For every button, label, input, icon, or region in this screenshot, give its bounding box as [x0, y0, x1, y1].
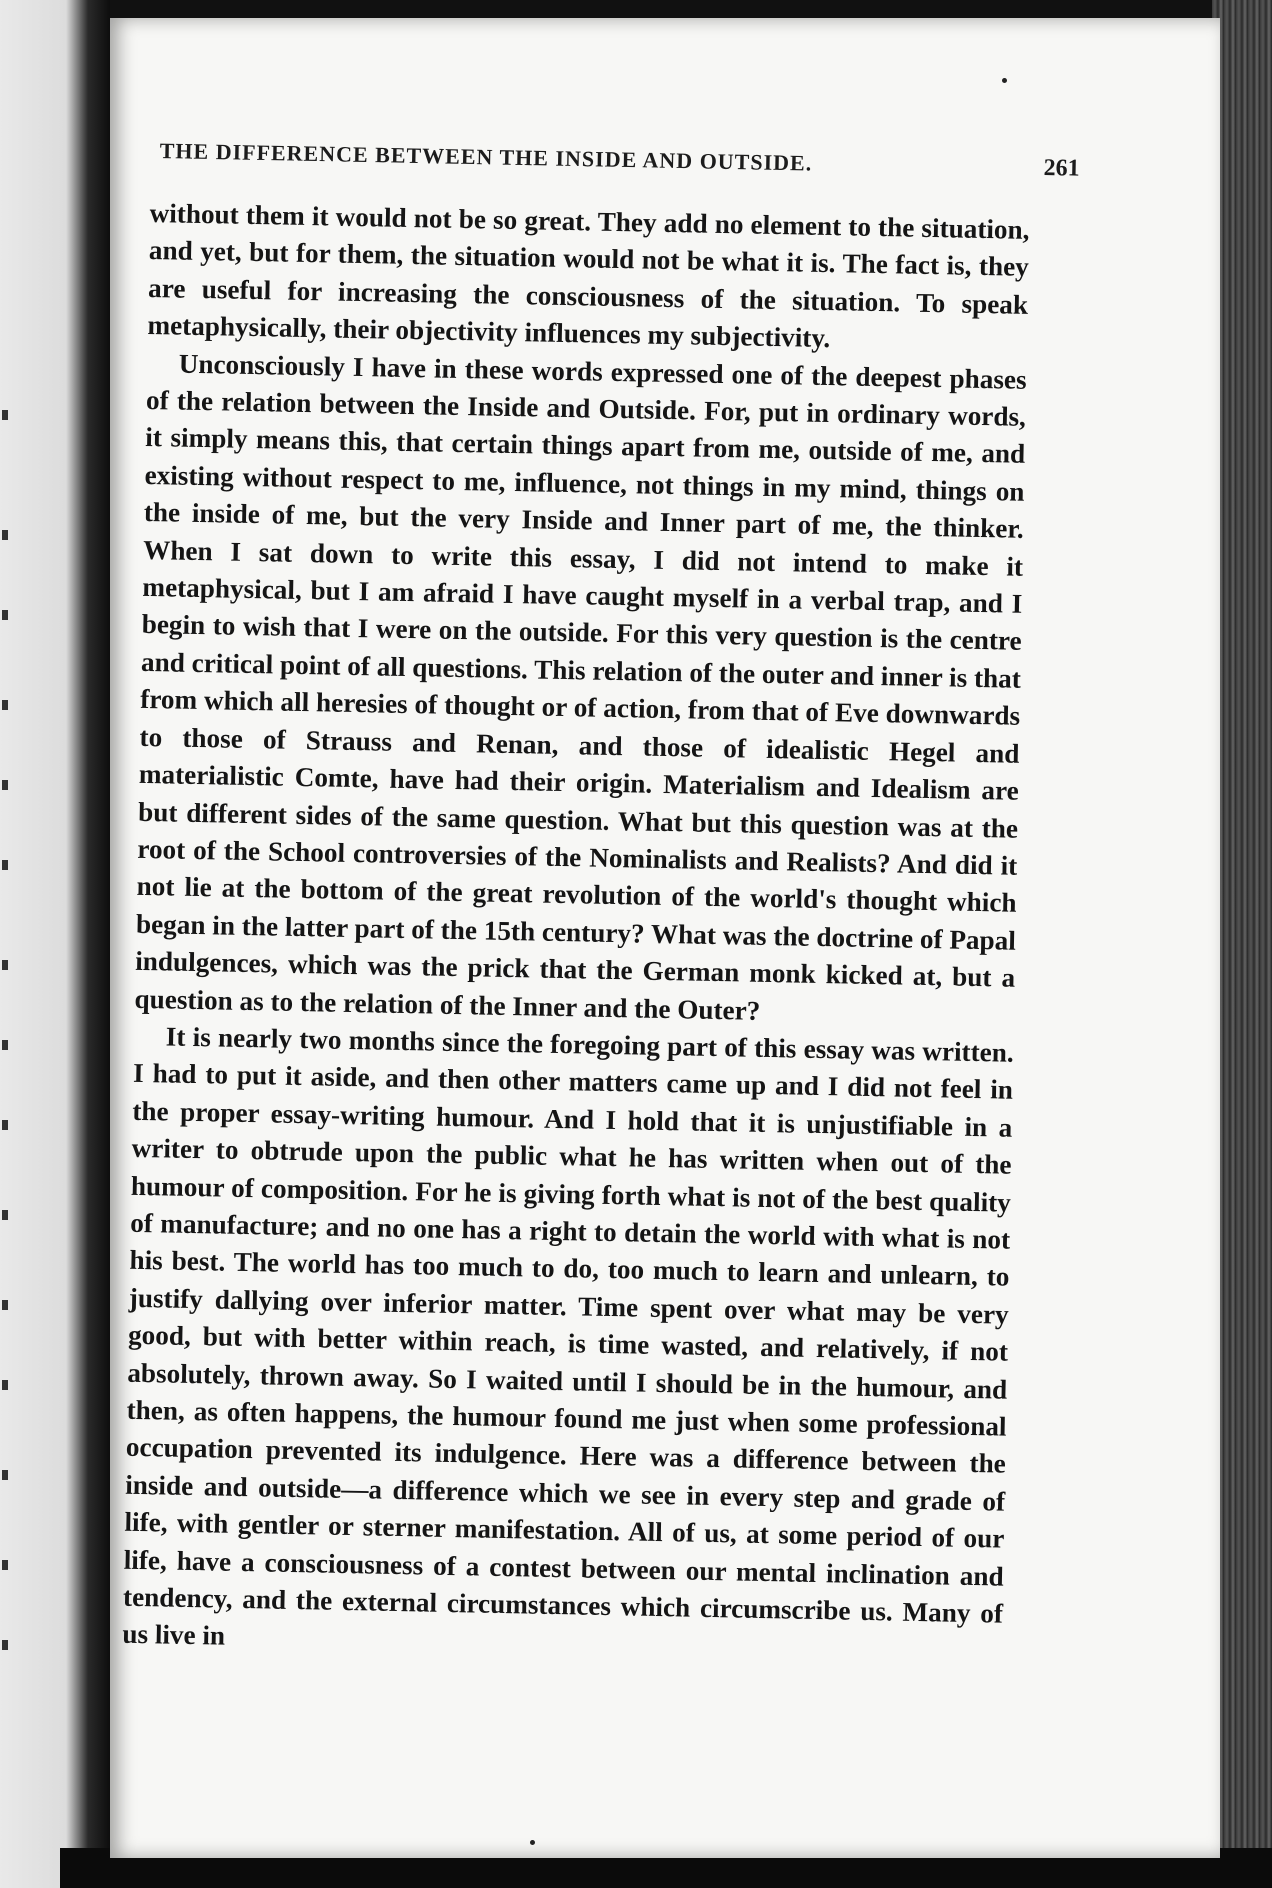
- paragraph-2: Unconsciously I have in these words expressed one of the deepest phases of the relation between the Inside and Outside. For, put in ordinary words, it simply means this, that certain things apart from me, outside of me, and existing without respect to me, influence, not things in my mind, things on the inside of me, but the very Inside and Inner part of me, the thinker. When I sat down to write this essay, I did not intend to make it metaphysical, but I am afraid I have caught myself in a verbal trap, and I begin to wish that I were on the outside. For this very question is the centre and critical point of all questions. This relation of the outer and inner is that from which all heresies of thought or of action, from that of Eve downwards to those of Strauss and Renan, and those of idealistic Hegel and materialistic Comte, have had their origin. Materialism and Idealism are but different sides of the same question. What but this question was at the root of the School controversies of the Nominalists and Realists? And did it not lie at the bottom of the great revolution of the world's thought which began in the latter part of the 15th century? What was the doctrine of Papal indulgences, which was the prick that the German monk kicked at, but a question as to the relation of the Inner and the Outer?: [134, 348, 1027, 1026]
- scan-speck: [530, 1840, 535, 1845]
- paragraph-3: It is nearly two months since the foregoing part of this essay was written. I had to put it aside, and then other matters came up and I did not feel in the proper essay-writing humour. And I hold that it is unjustifiable in a writer to obtrude upon the public what he has written when out of the humour of composition. For he is giving forth what is not of the best quality of manufacture; and no one has a right to detain the world with what is not his best. The world has too much to do, too much to learn and unlearn, to justify dallying over inferior matter. Time spent over what may be very good, but with better within reach, is time wasted, and relatively, if not absolutely, thrown away. So I waited until I should be in the humour, and then, as often happens, the humour found me just when some professional occupation prevented its indulgence. Here was a difference between the inside and outside—a difference which we see in every step and grade of life, with gentler or sterner manifestation. All of us, at some period of our life, have a consciousness of a contest between our mental inclination and tendency, and the external circumstances which circumscribe us. Many of us live in: [122, 1021, 1014, 1652]
- body-text: [122, 195, 1030, 1670]
- running-head: THE DIFFERENCE BETWEEN THE INSIDE AND OUTSIDE.: [159, 138, 813, 176]
- paragraph-1: without them it would not be so great. They add no element to the situation, and yet, but for them, the situation would not be what it is. The fact is, they are useful for increasing the consciousness of the situation. To speak metaphysically, their objectivity influences my subjectivity.: [147, 197, 1030, 354]
- book-page-stack: [1212, 0, 1272, 1888]
- facing-page-edge: [0, 0, 110, 1888]
- scan-speck: [1002, 78, 1007, 83]
- page-number: 261: [1043, 154, 1080, 182]
